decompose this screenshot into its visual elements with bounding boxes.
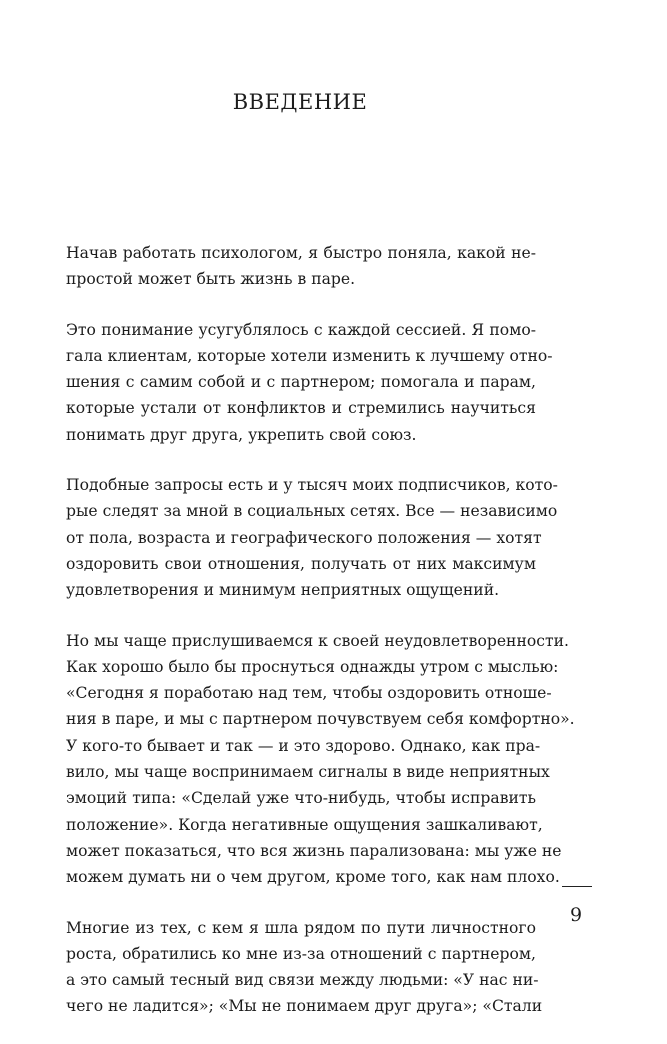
text-line: Это понимание усугублялось с каждой сессией. Я помо- [66, 320, 536, 339]
text-line: шения с самим собой и с партнером; помогала и парам, [66, 373, 536, 392]
footer-rule [562, 886, 592, 887]
text-line: Многие из тех, с кем я шла рядом по пути личностного [66, 918, 536, 937]
paragraph [66, 915, 543, 1020]
text-line: эмоций типа: «Сделай уже что-нибудь, чтобы исправить [66, 789, 536, 808]
paragraph [66, 317, 553, 448]
text-line: может показаться, что вся жизнь парализована: мы уже не [66, 841, 562, 860]
text-line: Как хорошо было бы проснуться однажды утром с мыслью: [66, 657, 559, 676]
text-line: можем думать ни о чем другом, кроме того, как нам плохо. [66, 868, 560, 887]
paragraph [66, 472, 558, 603]
text-line: простой может быть жизнь в паре. [66, 270, 356, 289]
text-line: Но мы чаще прислушиваемся к своей неудовлетворенности. [66, 631, 569, 650]
text-line: гала клиентам, которые хотели изменить к лучшему отно- [66, 346, 553, 365]
body-text [66, 240, 575, 1044]
text-line: удовлетворения и минимум неприятных ощущений. [66, 581, 500, 600]
text-line: Подобные запросы есть и у тысяч моих подписчиков, кото- [66, 476, 558, 495]
text-line: от пола, возраста и географического положения — хотят [66, 528, 542, 547]
paragraph [66, 628, 575, 891]
text-line: ния в паре, и мы с партнером почувствуем себя комфортно». [66, 710, 575, 729]
text-line: рые следят за мной в социальных сетях. Все — независимо [66, 502, 558, 521]
text-line: У кого-то бывает и так — и это здорово. Однако, как пра- [66, 736, 541, 755]
text-line: положение». Когда негативные ощущения зашкаливают, [66, 815, 543, 834]
text-line: «Сегодня я поработаю над тем, чтобы оздоровить отноше- [66, 684, 552, 703]
text-line: вило, мы чаще воспринимаем сигналы в виде неприятных [66, 763, 550, 782]
text-line: понимать друг друга, укрепить свой союз. [66, 425, 417, 444]
chapter-title: ВВЕДЕНИЕ [232, 90, 368, 114]
text-line: роста, обратились ко мне из-за отношений с партнером, [66, 944, 536, 963]
text-line: а это самый тесный вид связи между людьми: «У нас ни- [66, 971, 539, 990]
page-number: 9 [569, 904, 583, 926]
text-line: оздоровить свои отношения, получать от них максимум [66, 554, 536, 573]
text-line: Начав работать психологом, я быстро поняла, какой не- [66, 244, 536, 262]
paragraph [66, 240, 536, 293]
text-line: которые устали от конфликтов и стремились научиться [66, 399, 536, 418]
text-line: чего не ладится»; «Мы не понимаем друг друга»; «Стали [66, 997, 543, 1016]
